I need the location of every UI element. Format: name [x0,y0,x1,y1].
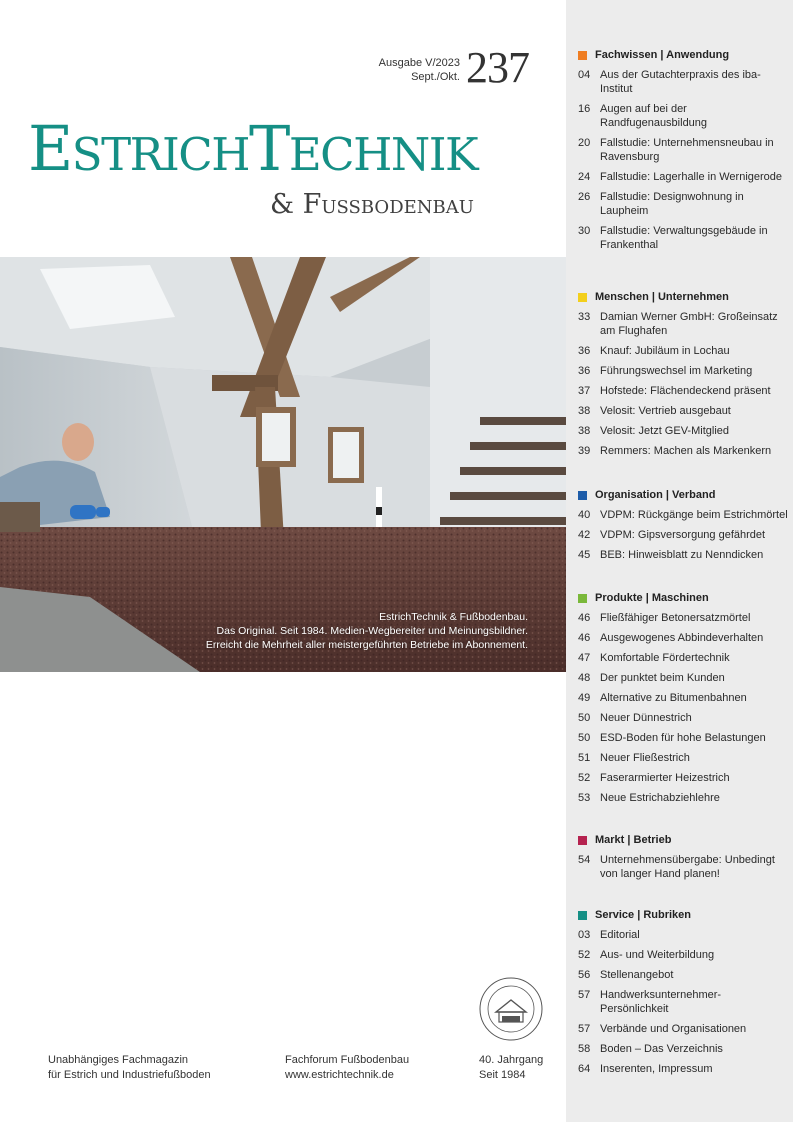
toc-item-title: Editorial [600,929,640,941]
toc-item-title: Der punktet beim Kunden [600,672,725,684]
section-color-square-icon [578,836,587,845]
toc-item-title: Velosit: Vertrieb ausgebaut [600,405,731,417]
toc-item[interactable] [578,771,788,785]
toc-item-title: Boden – Das Verzeichnis [600,1043,723,1055]
toc-item[interactable] [578,671,788,685]
toc-item-title: Hofstede: Flächendeckend präsent [600,385,771,397]
toc-page-number: 40 [578,509,591,521]
toc-page-number: 49 [578,692,591,704]
toc-item-title: Aus der Gutachterpraxis des iba-Institut [600,69,761,95]
toc-page-number: 24 [578,171,591,183]
toc-page-number: 58 [578,1043,591,1055]
toc-page-number: 36 [578,345,591,357]
toc-item[interactable] [578,791,788,805]
toc-item-title: Augen auf bei der Randfugenausbildung [600,103,708,129]
toc-item[interactable] [578,711,788,725]
toc-page-number: 39 [578,445,591,457]
footer-volume: 40. Jahrgang Seit 1984 [479,1054,544,1081]
toc-item-title: Velosit: Jetzt GEV-Mitglied [600,425,729,437]
toc-item-title: Ausgewogenes Abbindeverhalten [600,632,764,644]
toc-item-title: Handwerksunternehmer-Persönlichkeit [600,989,722,1015]
toc-item[interactable] [578,224,788,252]
section-color-square-icon [578,911,587,920]
magazine-logo: ESTRICHTECHNIK [28,112,478,185]
toc-item[interactable] [578,853,788,881]
toc-section [578,48,788,258]
toc-section [578,908,788,1082]
toc-page-number: 42 [578,529,591,541]
issue-date: Sept./Okt. [411,71,460,83]
toc-page-number: 46 [578,612,591,624]
toc-item[interactable] [578,631,788,645]
toc-page-number: 37 [578,385,591,397]
toc-page-number: 33 [578,311,591,323]
toc-page-number: 52 [578,949,591,961]
toc-section-title: Menschen | Unternehmen [595,291,729,303]
toc-page-number: 30 [578,225,591,237]
toc-page-number: 64 [578,1063,591,1075]
toc-item-title: Remmers: Machen als Markenkern [600,445,772,457]
toc-item-title: Aus- und Weiterbildung [600,949,715,961]
section-color-square-icon [578,51,587,60]
toc-item[interactable] [578,1022,788,1036]
toc-section-title: Service | Rubriken [595,909,692,921]
toc-item[interactable] [578,364,788,378]
toc-item-title: Neuer Fließestrich [600,752,690,764]
toc-item-title: Fallstudie: Lagerhalle in Wernigerode [600,171,783,183]
toc-item[interactable] [578,68,788,96]
toc-page-number: 16 [578,103,591,115]
toc-section-header [578,908,788,922]
toc-page-number: 50 [578,732,591,744]
toc-item[interactable] [578,988,788,1016]
toc-page-number: 46 [578,632,591,644]
toc-item-title: Faserarmierter Heizestrich [600,772,730,784]
footer-tagline: Unabhängiges Fachmagazin für Estrich und Industriefußboden [48,1054,211,1081]
issue-edition: Ausgabe V/2023 [378,57,460,69]
toc-page-number: 20 [578,137,591,149]
toc-item[interactable] [578,651,788,665]
toc-item[interactable] [578,1062,788,1076]
toc-page-number: 03 [578,929,591,941]
toc-item-title: Fallstudie: Unternehmensneubau in Ravensburg [600,137,774,163]
toc-section-header [578,591,788,605]
toc-item[interactable] [578,344,788,358]
toc-section-header [578,48,788,62]
toc-page-number: 47 [578,652,591,664]
toc-section [578,488,788,568]
toc-item-title: Verbände und Organisationen [600,1023,747,1035]
section-color-square-icon [578,491,587,500]
toc-page-number: 38 [578,405,591,417]
toc-item-title: BEB: Hinweisblatt zu Nenndicken [600,549,764,561]
toc-item[interactable] [578,1042,788,1056]
toc-item[interactable] [578,948,788,962]
toc-page-number: 45 [578,549,591,561]
photo-caption: EstrichTechnik & Fußbodenbau. Das Original. Seit 1984. Medien-Wegbereiter und Meinungsbildner. Erreicht die Mehrheit aller meistergeführten Betriebe im Abonnement. [205,611,528,651]
section-color-square-icon [578,293,587,302]
toc-item-title: VDPM: Gipsversorgung gefährdet [600,529,766,541]
toc-page-number: 53 [578,792,591,804]
toc-item[interactable] [578,170,788,184]
toc-page-number: 04 [578,69,591,81]
section-color-square-icon [578,594,587,603]
toc-item[interactable] [578,444,788,458]
website-link[interactable]: www.estrichtechnik.de [285,1069,394,1081]
issue-info [378,56,460,84]
toc-section [578,290,788,464]
toc-page-number: 56 [578,969,591,981]
footer-website: Fachforum Fußbodenbau www.estrichtechnik.de [285,1054,410,1081]
toc-page-number: 57 [578,989,591,1001]
cover-photo [0,257,566,672]
toc-item[interactable] [578,968,788,982]
toc-section-title: Fachwissen | Anwendung [595,49,730,61]
toc-item[interactable] [578,751,788,765]
toc-item[interactable] [578,310,788,338]
seal-emblem-icon [478,976,544,1042]
toc-item-title: Damian Werner GmbH: Großeinsatz am Flughafen [600,311,778,337]
toc-item[interactable] [578,424,788,438]
toc-section-title: Produkte | Maschinen [595,592,709,604]
toc-item[interactable] [578,528,788,542]
toc-item[interactable] [578,928,788,942]
toc-item[interactable] [578,384,788,398]
toc-page-number: 48 [578,672,591,684]
toc-item[interactable] [578,731,788,745]
toc-section-title: Organisation | Verband [595,489,716,501]
toc-item-title: Komfortable Fördertechnik [600,652,730,664]
toc-page-number: 50 [578,712,591,724]
toc-item-title: Alternative zu Bitumenbahnen [600,692,747,704]
toc-page-number: 36 [578,365,591,377]
toc-item-title: Neue Estrichabziehlehre [600,792,720,804]
toc-item-title: Inserenten, Impressum [600,1063,713,1075]
toc-page-number: 38 [578,425,591,437]
toc-page-number: 26 [578,191,591,203]
toc-section-title: Markt | Betrieb [595,834,672,846]
toc-item-title: Stellenangebot [600,969,674,981]
toc-page-number: 57 [578,1023,591,1035]
toc-section-header [578,290,788,304]
toc-item-title: Fallstudie: Designwohnung in Laupheim [600,191,744,217]
table-of-contents [566,0,793,1122]
toc-page-number: 51 [578,752,591,764]
toc-item[interactable] [578,611,788,625]
toc-item[interactable] [578,508,788,522]
toc-item[interactable] [578,190,788,218]
toc-item-title: Knauf: Jubiläum in Lochau [600,345,730,357]
toc-item-title: Unternehmensübergabe: Unbedingt von langer Hand planen! [600,854,775,880]
issue-number: 237 [466,43,529,92]
toc-section [578,591,788,811]
toc-item-title: Fallstudie: Verwaltungsgebäude in Frankenthal [600,225,768,251]
toc-item-title: Fließfähiger Betonersatzmörtel [600,612,751,624]
toc-item[interactable] [578,404,788,418]
toc-item[interactable] [578,691,788,705]
toc-page-number: 54 [578,854,591,866]
magazine-subtitle: & FUSSBODENBAU [270,189,474,220]
toc-item-title: Führungswechsel im Marketing [600,365,753,377]
toc-section-header [578,488,788,502]
toc-item-title: ESD-Boden für hohe Belastungen [600,732,766,744]
toc-item-title: VDPM: Rückgänge beim Estrichmörtel [600,509,788,521]
toc-item[interactable] [578,102,788,130]
toc-section [578,833,788,887]
toc-section-header [578,833,788,847]
toc-item[interactable] [578,136,788,164]
toc-page-number: 52 [578,772,591,784]
toc-item[interactable] [578,548,788,562]
toc-item-title: Neuer Dünnestrich [600,712,692,724]
